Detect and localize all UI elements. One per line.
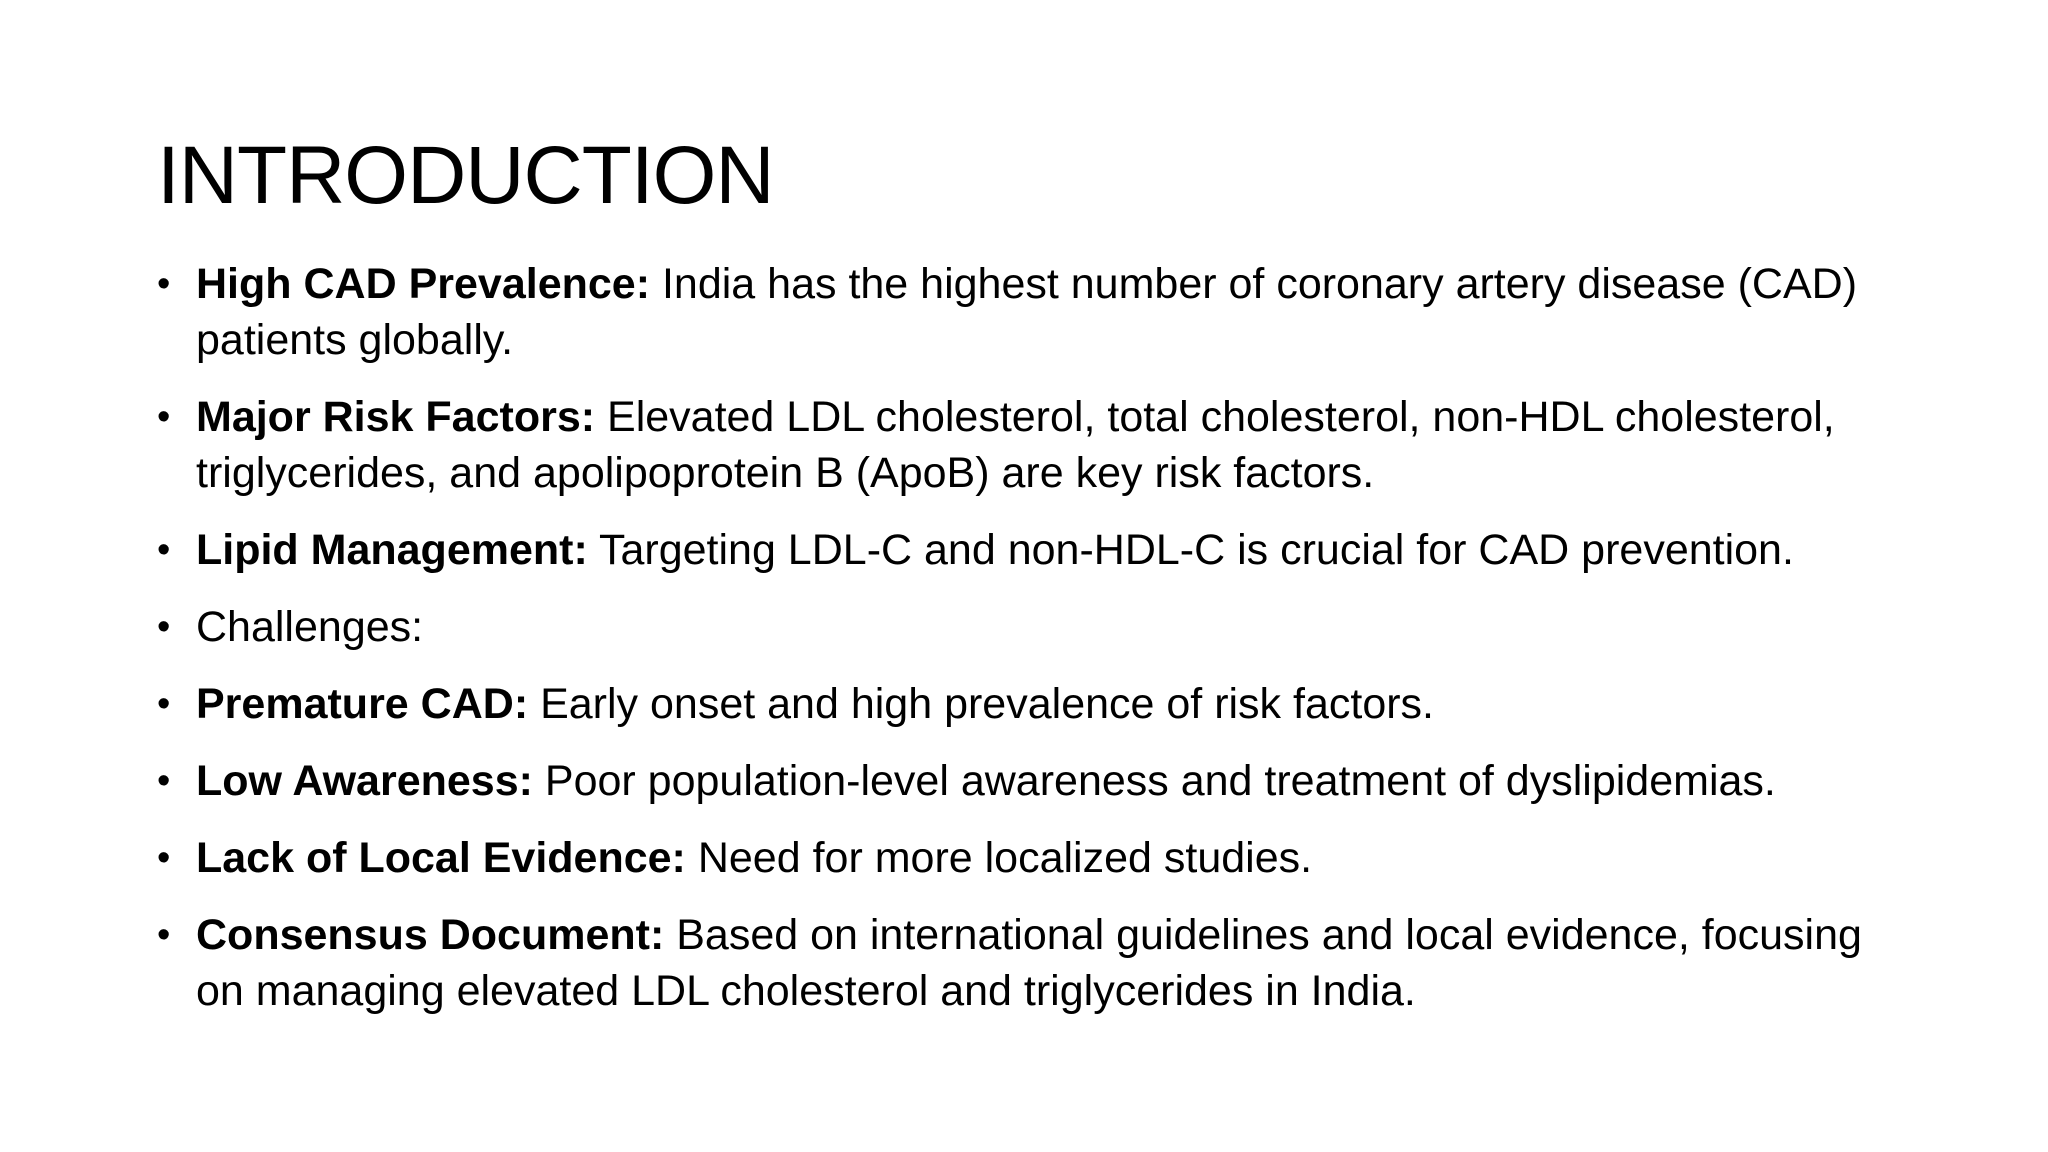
bullet-label: Lack of Local Evidence: <box>196 834 686 882</box>
bullet-item-major-risk-factors <box>157 389 1917 501</box>
bullet-dot-icon: • <box>157 263 171 305</box>
bullet-dot-icon: • <box>157 396 171 438</box>
bullet-item-consensus-document <box>157 907 1917 1019</box>
bullet-text: India has the highest number of coronary artery disease (CAD) patients globally. <box>196 260 1858 364</box>
bullet-dot-icon: • <box>157 529 171 571</box>
bullet-label: Lipid Management: <box>196 526 588 574</box>
bullet-text: Early onset and high prevalence of risk factors. <box>528 680 1434 728</box>
bullet-text: Poor population-level awareness and treatment of dyslipidemias. <box>532 757 1776 805</box>
bullet-text: Targeting LDL-C and non-HDL-C is crucial for CAD prevention. <box>587 526 1794 574</box>
bullet-item-challenges <box>157 599 1917 655</box>
slide-title: INTRODUCTION <box>157 130 774 221</box>
bullet-label: High CAD Prevalence: <box>196 260 651 308</box>
bullet-label: Major Risk Factors: <box>196 393 596 441</box>
bullet-item-lipid-management <box>157 522 1917 578</box>
bullet-dot-icon: • <box>157 683 171 725</box>
bullet-label: Consensus Document: <box>196 911 665 959</box>
bullet-text: Need for more localized studies. <box>685 834 1313 882</box>
bullet-item-premature-cad <box>157 676 1917 732</box>
bullet-text: Challenges: <box>196 603 424 651</box>
bullet-item-lack-of-local-evidence <box>157 830 1917 886</box>
bullet-dot-icon: • <box>157 760 171 802</box>
bullet-dot-icon: • <box>157 837 171 879</box>
bullet-text: Based on international guidelines and local evidence, focusing on managing elevated LDL cholesterol and triglycerides in India. <box>196 911 1862 1015</box>
bullet-text: Elevated LDL cholesterol, total cholesterol, non-HDL cholesterol, triglycerides, and apolipoprotein B (ApoB) are key risk factors. <box>196 393 1835 497</box>
bullet-list <box>157 256 1917 1040</box>
bullet-item-high-cad-prevalence <box>157 256 1917 368</box>
bullet-label: Low Awareness: <box>196 757 533 805</box>
bullet-dot-icon: • <box>157 606 171 648</box>
bullet-label: Premature CAD: <box>196 680 529 728</box>
bullet-item-low-awareness <box>157 753 1917 809</box>
bullet-dot-icon: • <box>157 914 171 956</box>
